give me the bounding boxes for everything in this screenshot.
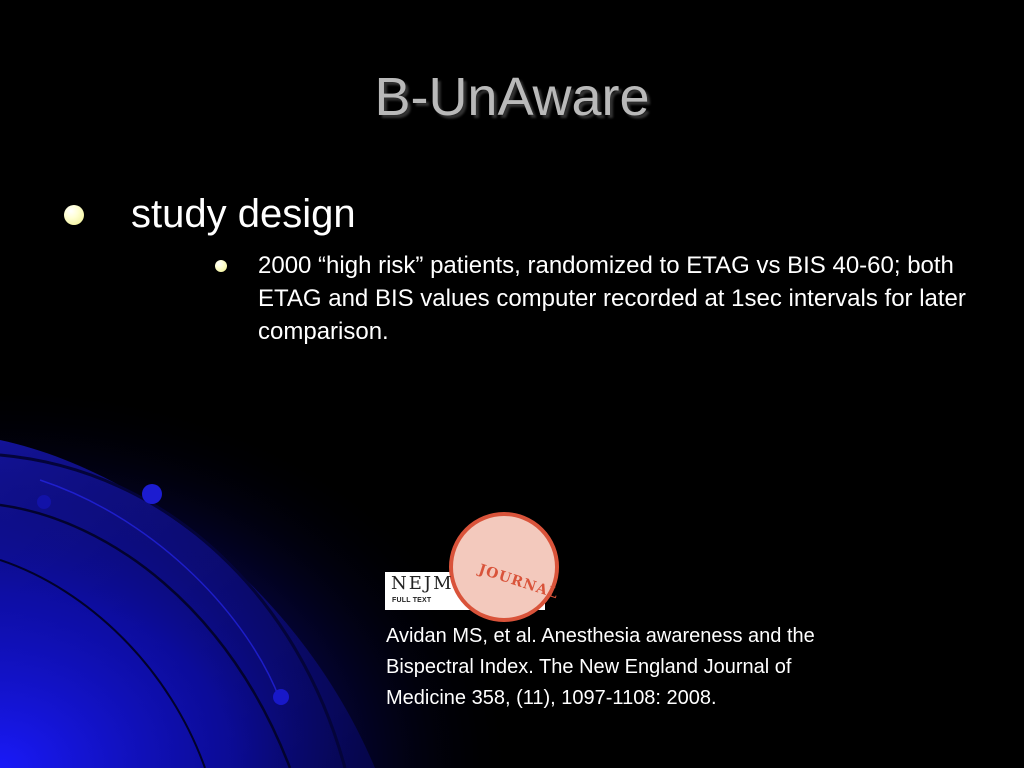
bullet-dot-icon bbox=[64, 205, 84, 225]
journal-stamp-icon bbox=[449, 512, 559, 622]
citation bbox=[386, 621, 986, 714]
sub-bullet-text: 2000 “high risk” patients, randomized to ETAG vs BIS 40-60; both ETAG and BIS values computer recorded at 1sec intervals for later comparison. bbox=[258, 252, 966, 345]
decor-dot-3 bbox=[273, 689, 289, 705]
full-text-label: FULL TEXT bbox=[392, 597, 432, 604]
citation-line: Medicine 358, (11), 1097-1108: 2008. bbox=[386, 687, 717, 709]
decor-dot-1 bbox=[142, 484, 162, 504]
bullet-study-design bbox=[62, 186, 962, 242]
decor-dot-2 bbox=[37, 495, 51, 509]
slide-title: B-UnAware bbox=[374, 67, 650, 127]
nejm-full-text-badge[interactable] bbox=[385, 561, 561, 610]
citation-line: Avidan MS, et al. Anesthesia awareness and the bbox=[386, 625, 815, 647]
bullet-text: study design bbox=[131, 192, 356, 236]
sub-bullet-dot-icon bbox=[215, 260, 227, 272]
stamp-text: JOURNAL bbox=[476, 561, 561, 603]
citation-line: Bispectral Index. The New England Journal of bbox=[386, 656, 792, 678]
nejm-logo: NEJM bbox=[391, 573, 454, 594]
